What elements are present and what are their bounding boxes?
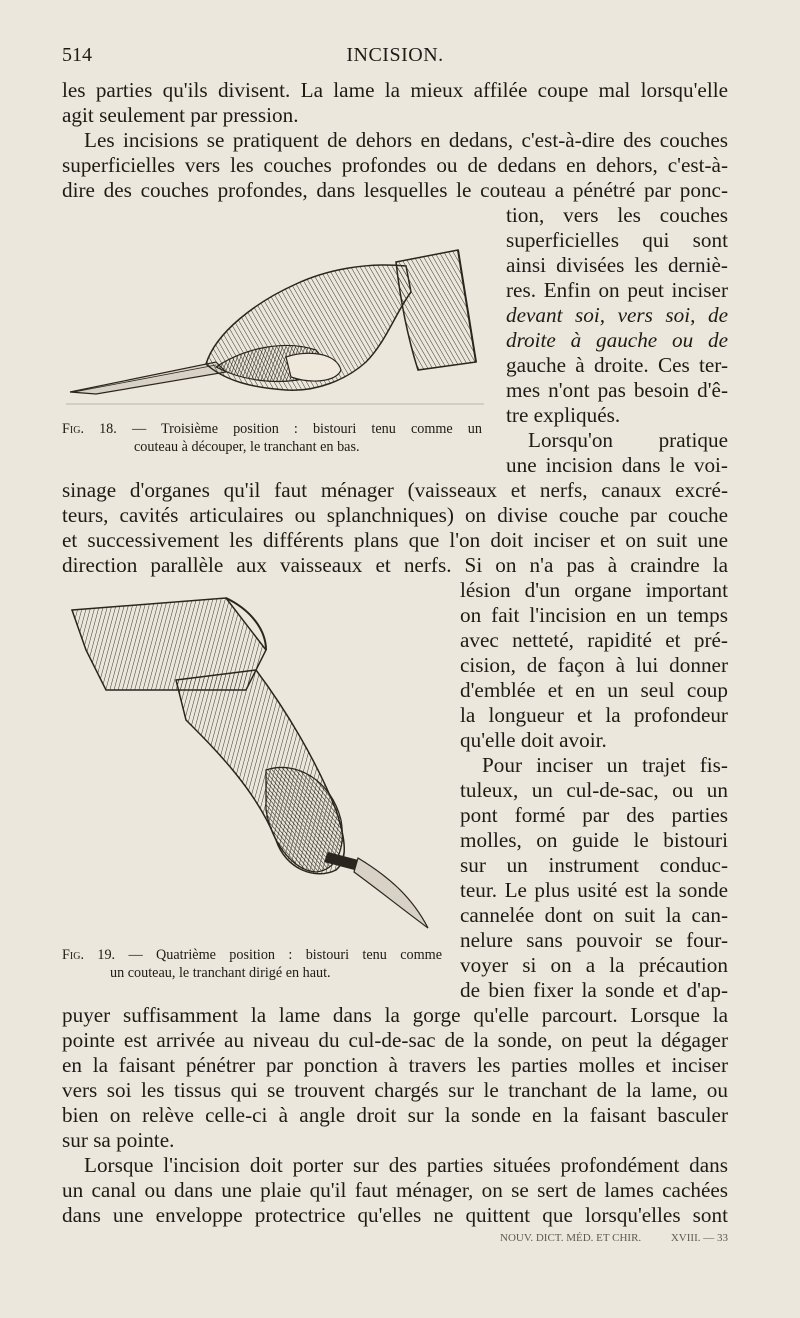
- caption-text: un couteau, le tranchant dirigé en haut.: [110, 965, 331, 981]
- page-footer: [500, 1232, 728, 1252]
- hand-holding-scalpel-cutting-edge-down-icon: [66, 222, 484, 408]
- caption-text: — Troisième position : bistouri tenu comme un: [131, 421, 482, 437]
- text-line: pont formé par des parties: [460, 803, 728, 827]
- text-line: direction parallèle aux vaisseaux et nerfs. Si on n'a pas à craindre la: [62, 553, 728, 577]
- text-line: teurs, cavités articulaires ou splanchniques) on divise couche par couche: [62, 503, 728, 527]
- text-line: la longueur et la profondeur: [460, 703, 728, 727]
- text-line: agit seulement par pression.: [62, 103, 299, 127]
- text-line: lésion d'un organe important: [460, 578, 728, 602]
- text-line: dire des couches profondes, dans lesquelles le couteau a pénétré par ponc-: [62, 178, 728, 202]
- text-line: sur un instrument conduc-: [460, 853, 728, 877]
- text-line: res. Enfin on peut inciser: [506, 278, 728, 302]
- text-line: pointe est arrivée au niveau du cul-de-sac de la sonde, on peut la dégager: [62, 1028, 728, 1052]
- text-line: ainsi divisées les derniè-: [506, 253, 728, 277]
- page-number: 514: [62, 44, 92, 66]
- text-line: vers soi les tissus qui se trouvent chargés sur le tranchant de la lame, ou: [62, 1078, 728, 1102]
- text-line: tuleux, un cul-de-sac, ou un: [460, 778, 728, 802]
- text-line: nelure sans pouvoir se four-: [460, 928, 728, 952]
- text-line: les parties qu'ils divisent. La lame la mieux affilée coupe mal lorsqu'elle: [62, 78, 728, 102]
- caption-text: couteau à découper, le tranchant en bas.: [134, 439, 360, 455]
- text-line: superficielles qui sont: [506, 228, 728, 252]
- footer-right: XVIII. — 33: [670, 1232, 728, 1244]
- figure-caption: [62, 946, 442, 964]
- text-line: molles, on guide le bistouri: [460, 828, 728, 852]
- text-line: dans une enveloppe protectrice qu'elles ne quittent que lorsqu'elles sont: [62, 1203, 728, 1227]
- text-line: puyer suffisamment la lame dans la gorge qu'elle parcourt. Lorsque la: [62, 1003, 728, 1027]
- text-line: une incision dans le voi-: [506, 453, 728, 477]
- text-line: mes n'ont pas besoin d'ê-: [506, 378, 728, 402]
- text-line: sur sa pointe.: [62, 1128, 175, 1152]
- caption-text: — Quatrième position : bistouri tenu comme: [128, 947, 442, 963]
- text-line: avec netteté, rapidité et pré-: [460, 628, 728, 652]
- text-line: devant soi, vers soi, de: [506, 303, 728, 327]
- text-line: un canal ou dans une plaie qu'il faut ménager, on se sert de lames cachées: [62, 1178, 728, 1202]
- text-line: cannelée dont on suit la can-: [460, 903, 728, 927]
- text-line: sinage d'organes qu'il faut ménager (vaisseaux et nerfs, canaux excré-: [62, 478, 728, 502]
- text-line: en la faisant pénétrer par ponction à travers les parties molles et inciser: [62, 1053, 728, 1077]
- text-line: de bien fixer la sonde et d'ap-: [460, 978, 728, 1002]
- text-line: voyer si on a la précaution: [460, 953, 728, 977]
- text-line: Pour inciser un trajet fis-: [482, 753, 728, 777]
- figure-label: Fig. 19.: [62, 947, 116, 963]
- running-title: INCISION.: [346, 44, 444, 66]
- figure-label: Fig. 18.: [62, 421, 117, 437]
- text-line: tre expliqués.: [506, 403, 621, 427]
- text-line: Lorsqu'on pratique: [528, 428, 728, 452]
- text-line: tion, vers les couches: [506, 203, 728, 227]
- text-line: cision, de façon à lui donner: [460, 653, 728, 677]
- text-line: et successivement les différents plans que l'on doit inciser et on suit une: [62, 528, 728, 552]
- text-line: droite à gauche ou de: [506, 328, 728, 352]
- text-line: superficielles vers les couches profondes ou de dedans en dehors, c'est-à-: [62, 153, 728, 177]
- text-line: bien on relève celle-ci à angle droit sur la sonde en la faisant basculer: [62, 1103, 728, 1127]
- footer-left: NOUV. DICT. MÉD. ET CHIR.: [500, 1232, 642, 1244]
- text-line: teur. Le plus usité est la sonde: [460, 878, 728, 902]
- hand-holding-scalpel-cutting-edge-up-icon: [66, 590, 434, 935]
- text-line: Les incisions se pratiquent de dehors en dedans, c'est-à-dire des couches: [84, 128, 728, 152]
- figure-caption: [62, 420, 482, 438]
- page-header: [62, 44, 728, 72]
- text-line: Lorsque l'incision doit porter sur des parties situées profondément dans: [84, 1153, 728, 1177]
- text-line: on fait l'incision en un temps: [460, 603, 728, 627]
- text-line: d'emblée et en un seul coup: [460, 678, 728, 702]
- text-line: gauche à droite. Ces ter-: [506, 353, 728, 377]
- text-line: qu'elle doit avoir.: [460, 728, 607, 752]
